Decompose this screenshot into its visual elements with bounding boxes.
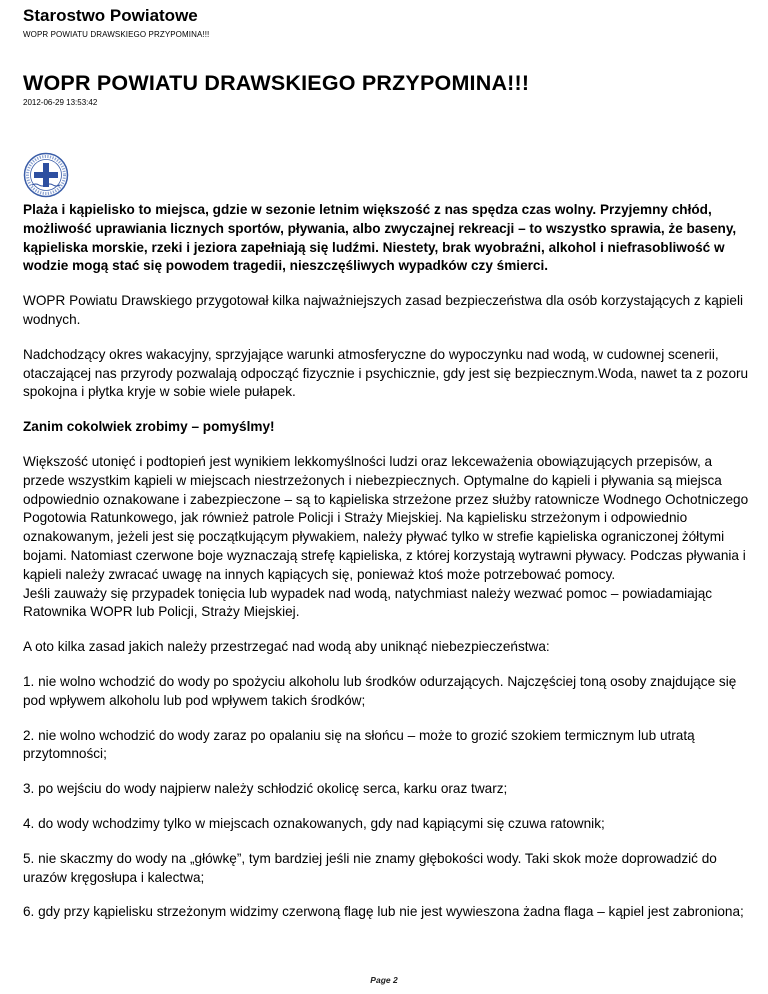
main-paragraph-text: Większość utonięć i podtopień jest wynikiem lekkomyślności ludzi oraz lekceważenia obowiązujących przepisów, a przede wszystkim kąpieli w miejscach niestrzeżonych i niebezpiecznych. Optymalne do kąpieli i pływania są miejsca odpowiednio oznakowane i zabezpieczone – są to kąpieliska strzeżone przez służby ratownicze Wodnego Ochotniczego Pogotowia Ratunkowego, jak również patrole Policji i Straży Miejskiej. Na kąpielisku strzeżonym i odpowiednio oznakowanym, jeżeli jest się początkującym pływakiem, należy pływać tylko w strefie kąpieliska ograniczonej żółtymi bojami. Natomiast czerwone boje wyznaczają strefę kąpieliska, z której korzystają wytrawni pływacy. Podczas pływania i kąpieli należy zwracać uwagę na innych kąpiących się, ponieważ ktoś może potrzebować pomocy. [23,453,749,582]
site-title: Starostwo Powiatowe [23,6,198,25]
document-page [23,6,753,922]
help-paragraph-text: Jeśli zauważy się przypadek tonięcia lub wypadek nad wodą, natychmiast należy wezwać pomoc – powiadamiając Ratownika WOPR lub Policji, Straży Miejskiej. [23,585,713,620]
article-title: WOPR POWIATU DRAWSKIEGO PRZYPOMINA!!! [23,71,530,95]
rule-item: 5. nie skaczmy do wody na „główkę”, tym bardziej jeśli nie znamy głębokości wody. Taki skok może doprowadzić do urazów kręgosłupa i kalectwa; [23,850,717,885]
rule-item: 4. do wody wchodzimy tylko w miejscach oznakowanych, gdy nad kąpiącymi się czuwa ratownik; [23,815,605,831]
wopr-emblem-icon [23,152,69,198]
rules-intro: A oto kilka zasad jakich należy przestrzegać nad wodą aby uniknąć niebezpieczeństwa: [23,639,550,655]
main-paragraph [23,453,753,622]
article-date: 2012-06-29 13:53:42 [23,98,98,107]
rule-item: 1. nie wolno wchodzić do wody po spożyciu alkoholu lub środków odurzających. Najczęściej toną osoby znajdujące się pod wpływem alkoholu lub pod wpływem takich środków; [23,673,737,708]
season-paragraph: Nadchodzący okres wakacyjny, sprzyjające warunki atmosferyczne do wypoczynku nad wodą, w cudownej scenerii, otaczającej nas przyrody pozwalają odpocząć fizycznie i psychicznie, gdy jest się bezpiecznym.Woda, nawet ta z pozoru spokojna i płytka kryje w sobie wiele pułapek. [23,346,749,400]
rule-item: 3. po wejściu do wody najpierw należy schłodzić okolicę serca, karku oraz twarz; [23,781,508,797]
breadcrumb: WOPR POWIATU DRAWSKIEGO PRZYPOMINA!!! [23,30,210,39]
intro-paragraph: WOPR Powiatu Drawskiego przygotował kilka najważniejszych zasad bezpieczeństwa dla osób korzystających z kąpieli wodnych. [23,293,744,327]
rule-item: 2. nie wolno wchodzić do wody zaraz po opalaniu się na słońcu – może to grozić szokiem termicznym lub utratą przytomności; [23,727,695,762]
page-number: Page 2 [370,975,398,985]
rule-item: 6. gdy przy kąpielisku strzeżonym widzimy czerwoną flagę lub nie jest wywieszona żadna flaga – kąpiel jest zabroniona; [23,904,744,920]
lead-paragraph: Plaża i kąpielisko to miejsca, gdzie w sezonie letnim większość z nas spędza czas wolny. Przyjemny chłód, możliwość uprawiania licznych sportów, pływania, albo zwyczajnej rekreacji – to wszystko sprawia, że baseny, kąpieliska morskie, rzeki i jeziora zapełniają się ludźmi. Niestety, brak wyobraźni, alkohol i niefrasobliwość w wodzie mogą stać się powodem tragedii, nieszczęśliwych wypadków czy śmierci. [23,202,737,274]
think-heading: Zanim cokolwiek zrobimy – pomyślmy! [23,419,275,435]
